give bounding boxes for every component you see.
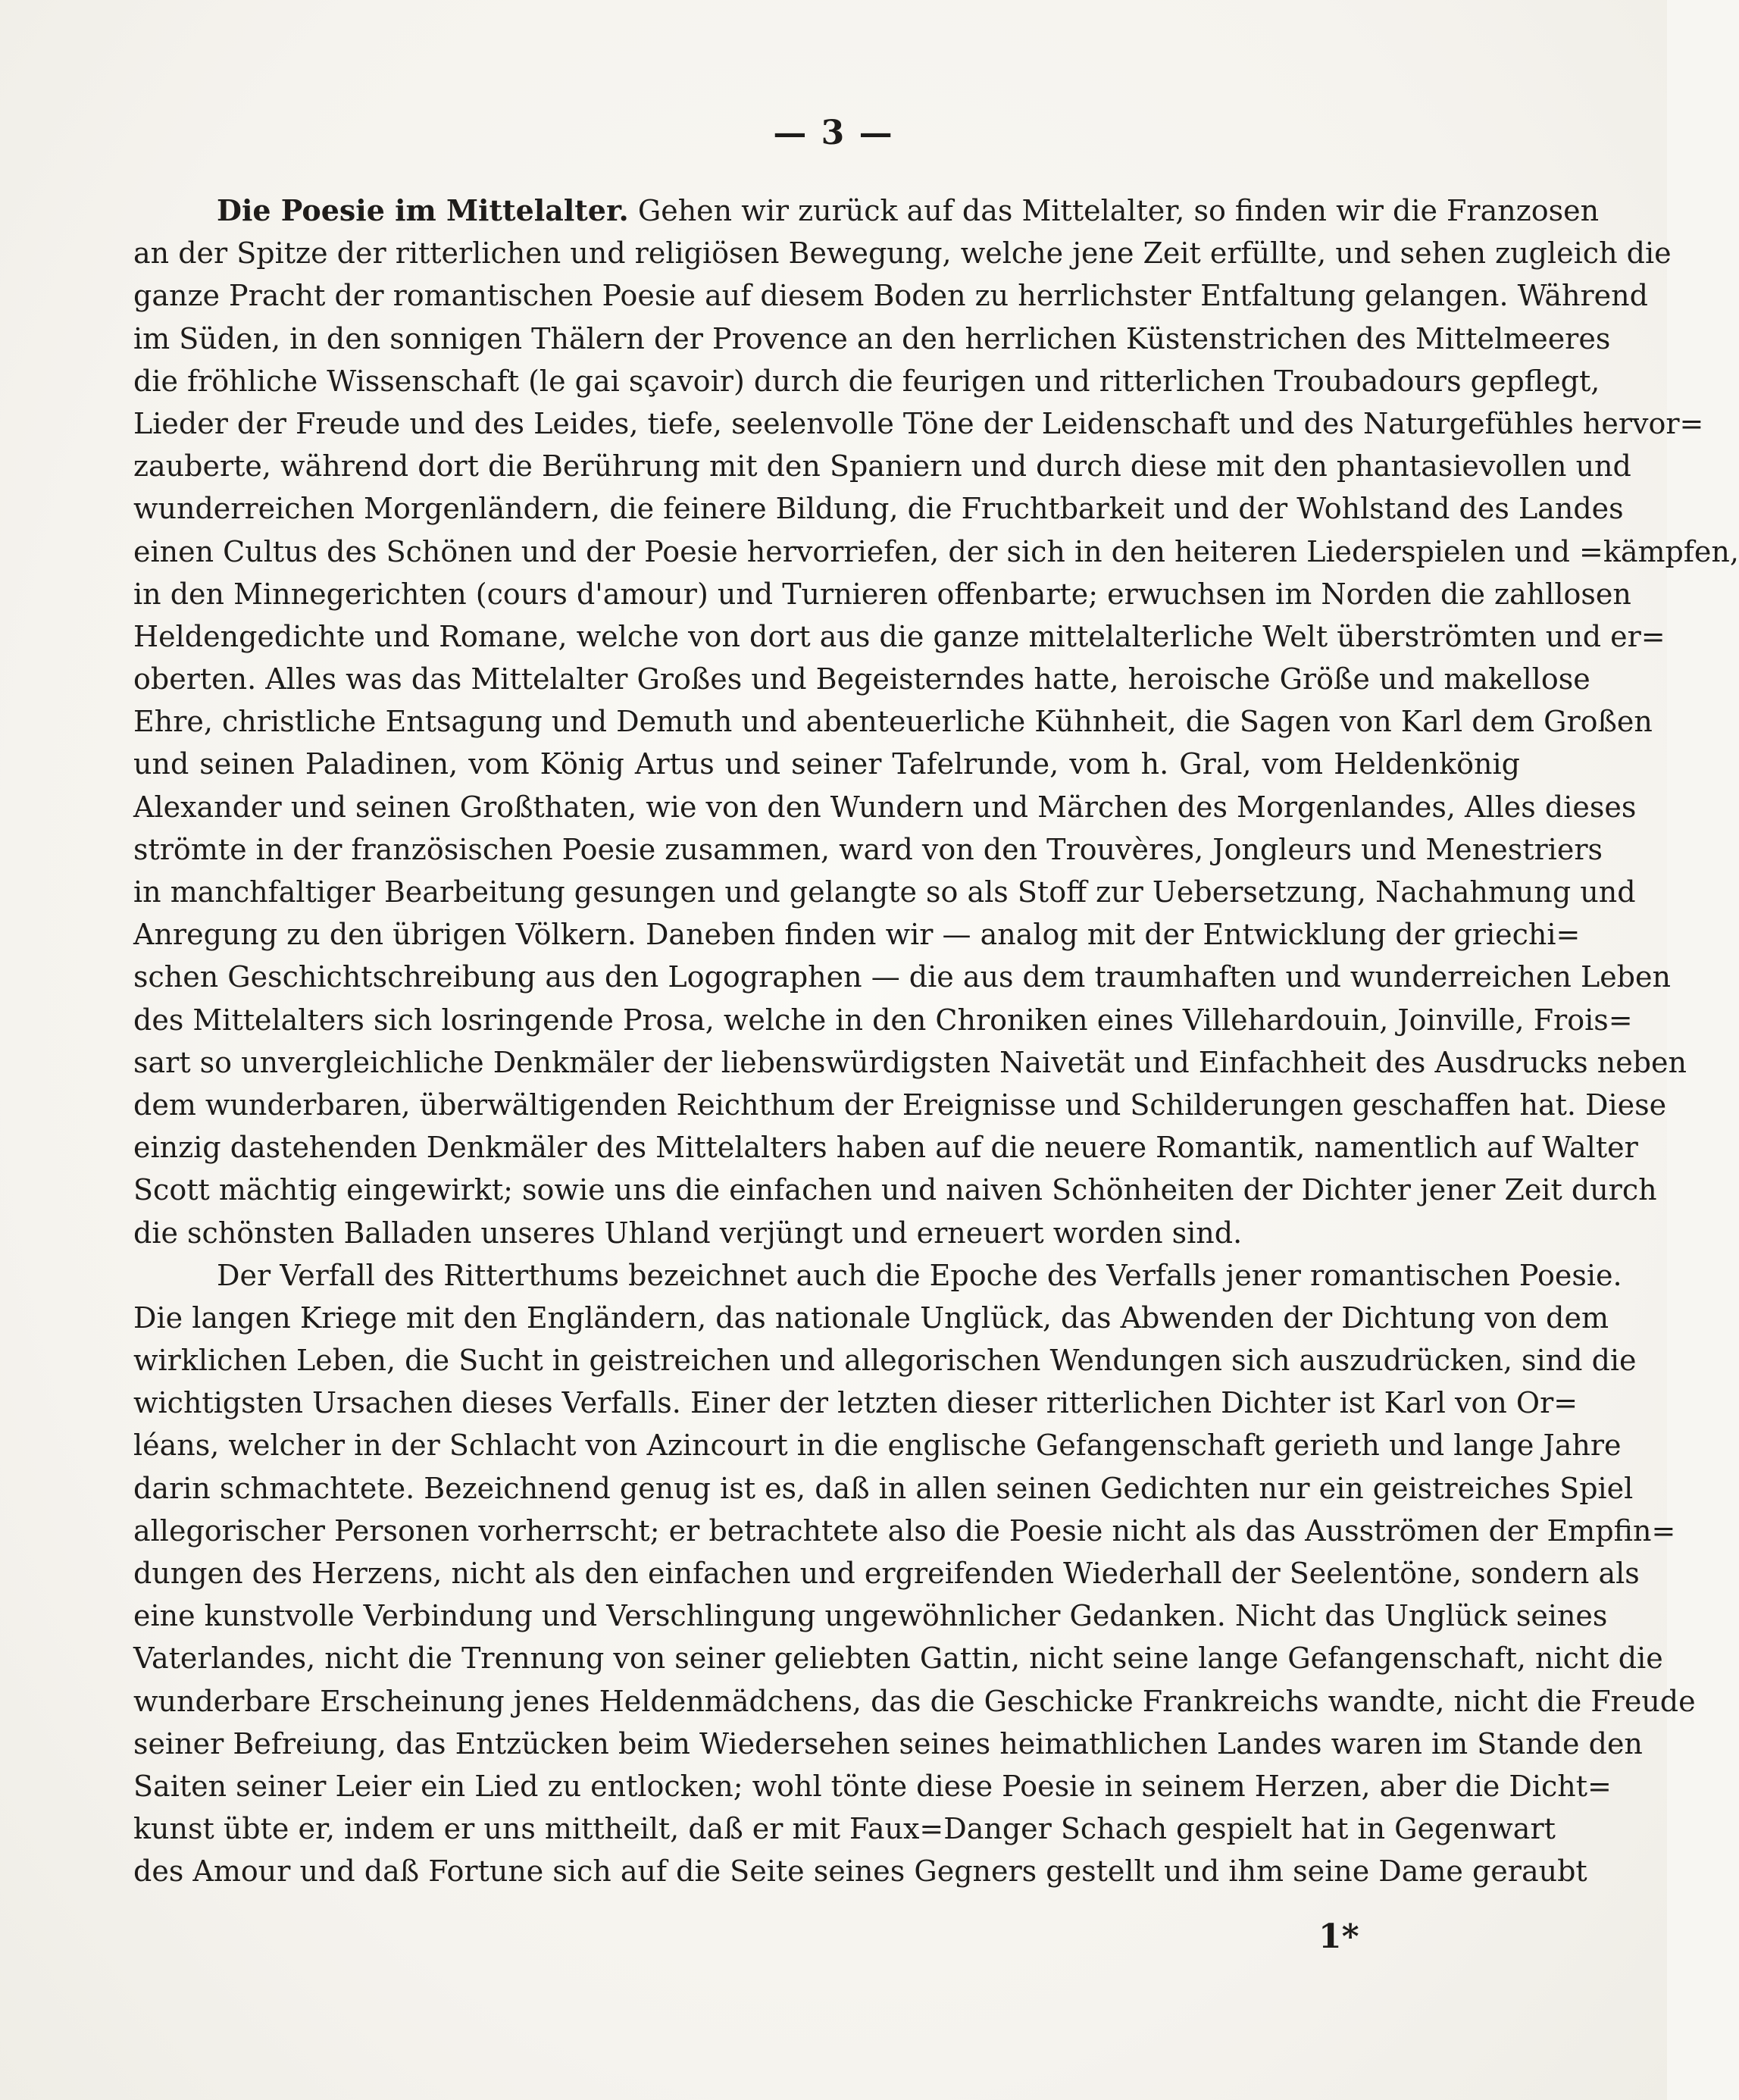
text-line: Die langen Kriege mit den Engländern, das nationale Unglück, das Abwenden der Dichtung von dem	[133, 1300, 1609, 1335]
text-line: die fröhliche Wissenschaft (le gai sçavoir) durch die feurigen und ritterlichen Troubadours gepflegt,	[133, 364, 1600, 398]
text-line: Heldengedichte und Romane, welche von dort aus die ganze mittelalterliche Welt überströmten und er=	[133, 619, 1665, 653]
text-line: wunderreichen Morgenländern, die feinere Bildung, die Fruchtbarkeit und der Wohlstand des Landes	[133, 492, 1624, 526]
text-line: oberten. Alles was das Mittelalter Großes und Begeisterndes hatte, heroische Größe und makellose	[133, 662, 1590, 696]
text-line: schen Geschichtschreibung aus den Logographen — die aus dem traumhaften und wunderreichen Leben	[133, 960, 1671, 994]
text-line: Scott mächtig eingewirkt; sowie uns die einfachen und naiven Schönheiten der Dichter jener Zeit durch	[133, 1173, 1657, 1207]
printer-signature: 1*	[1318, 1917, 1359, 1956]
text-line: léans, welcher in der Schlacht von Azincourt in die englische Gefangenschaft gerieth und lange Jahre	[133, 1429, 1622, 1463]
text-line: sart so unvergleichliche Denkmäler der liebenswürdigsten Naivetät und Einfachheit des Ausdrucks neben	[133, 1045, 1687, 1079]
text-line: in manchfaltiger Bearbeitung gesungen und gelangte so als Stoff zur Uebersetzung, Nachahmung und	[133, 875, 1636, 909]
text-line: des Amour und daß Fortune sich auf die Seite seines Gegners gestellt und ihm seine Dame geraubt	[133, 1854, 1587, 1889]
text-line: Lieder der Freude und des Leides, tiefe, seelenvolle Töne der Leidenschaft und des Naturgefühles hervor=	[133, 406, 1704, 440]
section-heading: Die Poesie im Mittelalter.	[217, 193, 629, 227]
text-line: darin schmachtete. Bezeichnend genug ist es, daß in allen seinen Gedichten nur ein geistreiches Spiel	[133, 1471, 1634, 1505]
text-line: an der Spitze der ritterlichen und religiösen Bewegung, welche jene Zeit erfüllte, und sehen zugleich die	[133, 236, 1672, 271]
text-line: des Mittelalters sich losringende Prosa, welche in den Chroniken eines Villehardouin, Joinville, Frois=	[133, 1003, 1633, 1037]
text-line: dem wunderbaren, überwältigenden Reichthum der Ereignisse und Schilderungen geschaffen hat. Diese	[133, 1088, 1667, 1122]
text-line: im Süden, in den sonnigen Thälern der Provence an den herrlichen Küstenstrichen des Mittelmeeres	[133, 321, 1611, 355]
text-line: seiner Befreiung, das Entzücken beim Wiedersehen seines heimathlichen Landes waren im Stande den	[133, 1726, 1643, 1760]
text-line: Alexander und seinen Großthaten, wie von den Wundern und Märchen des Morgenlandes, Alles dieses	[133, 790, 1637, 824]
text-line: Anregung zu den übrigen Völkern. Daneben finden wir — analog mit der Entwicklung der griechi=	[133, 918, 1581, 952]
text-line: Die Poesie im Mittelalter. Gehen wir zurück auf das Mittelalter, so finden wir die Franzosen	[217, 193, 1600, 227]
text-line: zauberte, während dort die Berührung mit den Spaniern und durch diese mit den phantasievollen und	[133, 449, 1631, 484]
text-line: Der Verfall des Ritterthums bezeichnet auch die Epoche des Verfalls jener romantischen Poesie.	[217, 1258, 1622, 1292]
body-text	[133, 189, 1739, 1893]
text-line: allegorischer Personen vorherrscht; er betrachtete also die Poesie nicht als das Ausströmen der Empfin=	[133, 1513, 1676, 1548]
text-line: kunst übte er, indem er uns mittheilt, daß er mit Faux=Danger Schach gespielt hat in Gegenwart	[133, 1812, 1556, 1846]
text-line: einzig dastehenden Denkmäler des Mittelalters haben auf die neuere Romantik, namentlich auf Walter	[133, 1131, 1638, 1165]
text-line: die schönsten Balladen unseres Uhland verjüngt und erneuert worden sind.	[133, 1216, 1243, 1250]
text-line: Ehre, christliche Entsagung und Demuth und abenteuerliche Kühnheit, die Sagen von Karl dem Großen	[133, 705, 1653, 739]
text-line: wirklichen Leben, die Sucht in geistreichen und allegorischen Wendungen sich auszudrücken, sind die	[133, 1344, 1637, 1378]
text-line: einen Cultus des Schönen und der Poesie hervorriefen, der sich in den heiteren Liederspielen und =kämpfen,	[133, 534, 1739, 568]
text-line: Vaterlandes, nicht die Trennung von seiner geliebten Gattin, nicht seine lange Gefangenschaft, nicht die	[133, 1642, 1663, 1676]
page-number: — 3 —	[773, 114, 894, 152]
text-line: eine kunstvolle Verbindung und Verschlingung ungewöhnlicher Gedanken. Nicht das Unglück seines	[133, 1599, 1608, 1633]
text-line: strömte in der französischen Poesie zusammen, ward von den Trouvères, Jongleurs und Menestriers	[133, 832, 1603, 866]
text-line: wunderbare Erscheinung jenes Heldenmädchens, das die Geschicke Frankreichs wandte, nicht die Freude	[133, 1684, 1696, 1718]
text-line: in den Minnegerichten (cours d'amour) und Turnieren offenbarte; erwuchsen im Norden die zahllosen	[133, 577, 1631, 611]
text-line: wichtigsten Ursachen dieses Verfalls. Einer der letzten dieser ritterlichen Dichter ist Karl von Or=	[133, 1386, 1578, 1420]
text-line: und seinen Paladinen, vom König Artus und seiner Tafelrunde, vom h. Gral, vom Heldenkönig	[133, 747, 1520, 781]
text-line: Saiten seiner Leier ein Lied zu entlocken; wohl tönte diese Poesie in seinem Herzen, aber die Dicht=	[133, 1769, 1612, 1803]
text-line: ganze Pracht der romantischen Poesie auf diesem Boden zu herrlichster Entfaltung gelangen. Während	[133, 279, 1648, 313]
text-line: dungen des Herzens, nicht als den einfachen und ergreifenden Wiederhall der Seelentöne, sondern als	[133, 1557, 1640, 1590]
